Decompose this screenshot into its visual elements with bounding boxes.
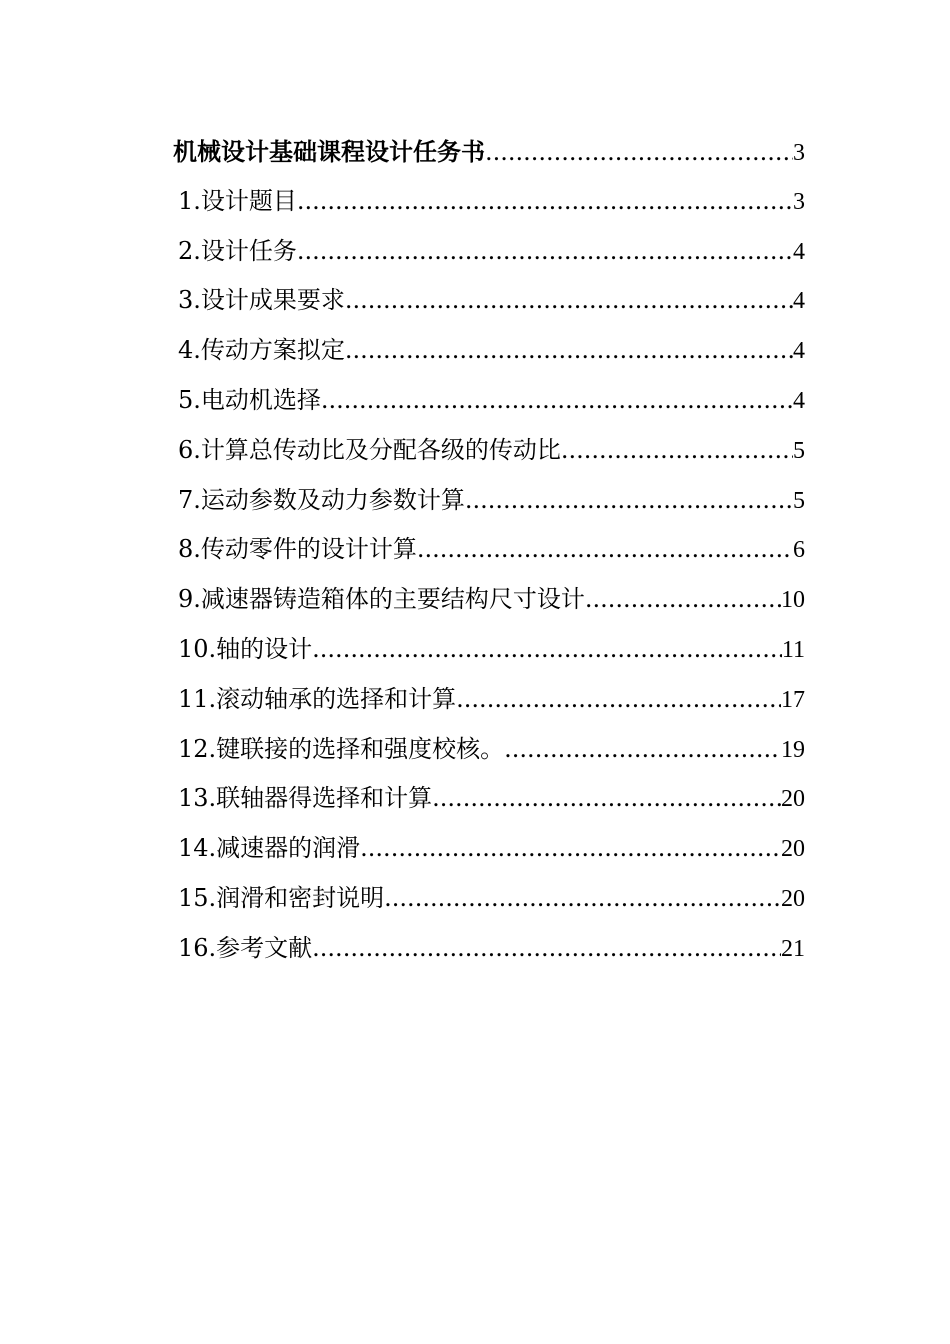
toc-entry-title: 6.计算总传动比及分配各级的传动比 — [178, 435, 561, 464]
toc-entry[interactable] — [173, 725, 805, 775]
toc-entry-page-number: 19 — [781, 736, 805, 763]
toc-entry[interactable] — [173, 376, 805, 426]
toc-entry-page-number: 3 — [793, 188, 805, 215]
toc-entry-page-number: 5 — [793, 437, 805, 464]
toc-entry[interactable] — [173, 476, 805, 526]
toc-entry-title: 12.键联接的选择和强度校核。 — [178, 734, 505, 763]
toc-entry-page-number: 20 — [781, 885, 805, 912]
toc-entry-page-number: 5 — [793, 487, 805, 514]
toc-entry[interactable] — [173, 625, 805, 675]
toc-dot-leader — [456, 675, 781, 725]
toc-dot-leader — [360, 824, 781, 874]
toc-entry[interactable] — [173, 824, 805, 874]
toc-entry[interactable] — [173, 675, 805, 725]
toc-entry-page-number: 20 — [781, 836, 805, 863]
toc-entry[interactable] — [173, 575, 805, 625]
toc-entry-title: 11.滚动轴承的选择和计算 — [178, 684, 457, 713]
toc-entry-title: 4.传动方案拟定 — [178, 336, 345, 365]
toc-dot-leader — [485, 128, 793, 177]
toc-entry-page-number: 4 — [793, 387, 805, 414]
toc-entry-page-number: 10 — [781, 587, 805, 614]
toc-entry[interactable] — [173, 924, 805, 974]
toc-entry-title: 7.运动参数及动力参数计算 — [178, 485, 465, 514]
toc-entry[interactable] — [173, 326, 805, 376]
toc-entry-title: 3.设计成果要求 — [178, 286, 345, 315]
toc-entry-page-number: 11 — [781, 636, 805, 663]
toc-entry-page-number: 3 — [793, 140, 805, 166]
toc-entry[interactable] — [173, 774, 805, 824]
toc-entry-title: 16.参考文献 — [178, 933, 313, 962]
toc-entry[interactable] — [173, 426, 805, 476]
toc-dot-leader — [561, 426, 793, 476]
toc-entry-title: 10.轴的设计 — [178, 634, 313, 663]
toc-dot-leader — [585, 575, 781, 625]
toc-entry[interactable] — [173, 177, 805, 227]
toc-entry-title: 13.联轴器得选择和计算 — [178, 784, 433, 813]
toc-dot-leader — [312, 924, 781, 974]
toc-entry-title: 5.电动机选择 — [178, 385, 321, 414]
toc-entry-main-heading[interactable] — [173, 127, 805, 177]
toc-dot-leader — [504, 725, 781, 775]
toc-entry-title: 14.减速器的润滑 — [178, 834, 361, 863]
toc-entry-title: 8.传动零件的设计计算 — [178, 535, 417, 564]
toc-entry-page-number: 20 — [781, 786, 805, 813]
toc-entry-title: 9.减速器铸造箱体的主要结构尺寸设计 — [178, 585, 585, 614]
toc-entry-page-number: 4 — [793, 238, 805, 265]
toc-dot-leader — [297, 227, 793, 277]
toc-entry-page-number: 6 — [793, 537, 805, 564]
toc-entry[interactable] — [173, 874, 805, 924]
toc-entry-page-number: 21 — [781, 935, 805, 962]
toc-dot-leader — [312, 625, 782, 675]
toc-entry-title: 机械设计基础课程设计任务书 — [173, 137, 485, 166]
toc-dot-leader — [345, 326, 793, 376]
table-of-contents — [173, 127, 805, 974]
toc-dot-leader — [384, 874, 781, 924]
toc-entry[interactable] — [173, 276, 805, 326]
toc-entry-page-number: 4 — [793, 288, 805, 315]
toc-dot-leader — [432, 774, 781, 824]
toc-dot-leader — [321, 376, 793, 426]
toc-entry-page-number: 17 — [781, 686, 805, 713]
toc-dot-leader — [345, 276, 793, 326]
toc-entry[interactable] — [173, 227, 805, 277]
toc-dot-leader — [297, 177, 793, 227]
toc-entry-title: 1.设计题目 — [178, 186, 297, 215]
toc-entry-page-number: 4 — [793, 338, 805, 365]
toc-entry-title: 2.设计任务 — [178, 236, 297, 265]
toc-dot-leader — [465, 476, 793, 526]
toc-dot-leader — [417, 525, 793, 575]
toc-entry-title: 15.润滑和密封说明 — [178, 883, 385, 912]
toc-entry[interactable] — [173, 525, 805, 575]
